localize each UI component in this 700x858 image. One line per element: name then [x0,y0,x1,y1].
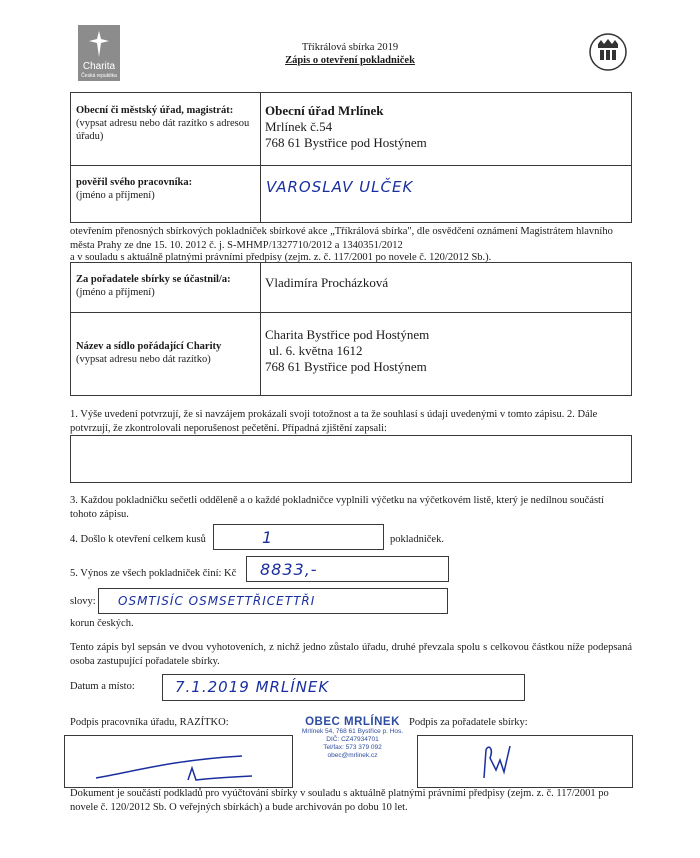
stamp-name: OBEC MRLÍNEK [305,716,400,728]
charity-street: ul. 6. května 1612 [269,343,363,358]
words-label: slovy: [70,596,96,607]
office-city: 768 61 Bystřice pod Hostýnem [265,135,427,150]
footer-text: Dokument je součástí podkladů pro vyúčtování sbírky v souladu s aktuálně platnými právními předpisy (zejm. z. č. 117/2001 po novele č. 120/2012 Sb. O veřejných sbírkách) a bude archivován po dobu 10 let. [70,788,609,813]
office-label: Obecní či městský úřad, magistrát: [76,105,234,116]
worker-name-handwritten: VAROSLAV ULČEK [266,178,414,196]
charita-cross-icon [87,29,111,59]
stamp-email: obec@mrlinek.cz [327,752,378,759]
office-signature-scribble [92,750,282,786]
logo-name: Charita [82,61,116,72]
office-stamp [290,716,415,760]
count-value: 1 [262,528,274,547]
date-place-label: Datum a místo: [70,681,135,692]
count-field[interactable] [213,524,384,550]
organizer-label-note: (jméno a příjmení) [76,287,155,298]
date-place-value: 7.1.2019 MRLÍNEK [175,678,330,696]
document-title: Tříkrálová sbírka 2019 [301,42,399,53]
stamp-phone: Tel/fax: 573 379 092 [323,744,382,751]
organizer-signature-field[interactable] [417,735,633,788]
section-4-label: 4. Došlo k otevření celkem kusů [70,534,206,545]
trikralova-sbirka-logo-icon [588,32,628,72]
charity-name: Charita Bystřice pod Hostýnem [265,327,430,342]
section-5-label: 5. Výnos ze všech pokladniček činí: Kč [70,568,237,579]
charita-logo [78,25,120,81]
findings-field[interactable] [70,435,632,483]
stamp-address: Mrlínek 54, 768 61 Bystřice p. Hos. [301,728,404,735]
organizer-signature-label: Podpis za pořadatele sbírky: [409,717,528,728]
organizer-name: Vladimíra Procházková [265,275,389,290]
intro-text: otevřením přenosných sbírkových pokladniček sbírkové akce „Tříkrálová sbírka", dle osvědčení oznámení Magistrátem hlavního města Prahy ze dne 15. 10. 2012 č. j. S-MHMP/1327710/2012 a 1340351/2012 [70,226,613,251]
document-subtitle: Zápis o otevření pokladniček [285,55,415,66]
office-label-note: (vypsat adresu nebo dát razítko s adresou úřadu) [76,118,250,142]
organizer-label: Za pořadatele sbírky se účastnil/a: [76,274,231,285]
office-street: Mrlínek č.54 [265,119,333,134]
worker-label: pověřil svého pracovníka: [76,177,193,188]
intro-text-legal: a v souladu s aktuálně platnými právními předpisy (zejm. z. č. 117/2001 po novele č. 120/2012 Sb.). [70,252,492,263]
amount-words-value: OSMTISÍC OSMSETTŘICETTŘI [118,594,316,608]
logo-subtitle: Česká republika [81,73,117,79]
charity-label-note: (vypsat adresu nebo dát razítko) [76,354,211,365]
section-4-suffix: pokladniček. [390,534,444,545]
office-signature-label: Podpis pracovníka úřadu, RAZÍTKO: [70,717,229,728]
organizer-signature-scribble [476,740,516,782]
section-3-text: 3. Každou pokladničku sečetli odděleně a o každé pokladničce vyplnili výčetku na výčetkovém listě, který je nedílnou součástí tohoto zápisu. [70,495,604,520]
stamp-dic: DIČ: CZ47934701 [326,736,379,743]
office-name: Obecní úřad Mrlínek [265,103,384,118]
closing-text: Tento zápis byl sepsán ve dvou vyhotoveních, z nichž jedno zůstalo úřadu, druhé převzala spolu s celkovou částkou níže podepsaná osoba zastupující pořadatele sbírky. [70,642,632,667]
charity-label: Název a sídlo pořádající Charity [76,341,222,352]
worker-label-note: (jméno a příjmení) [76,190,155,201]
charity-city: 768 61 Bystřice pod Hostýnem [265,359,427,374]
section-1-text: 1. Výše uvedení potvrzují, že si navzájem prokázali svoji totožnost a ta že souhlasí s údaji uvedenými v tomto zápisu. 2. Dále potvrzují, že zkontrolovali neporušenost pečetění. Případná zjištění zapsali: [70,409,598,434]
amount-value: 8833,- [260,560,318,579]
currency-text: korun českých. [70,618,134,629]
